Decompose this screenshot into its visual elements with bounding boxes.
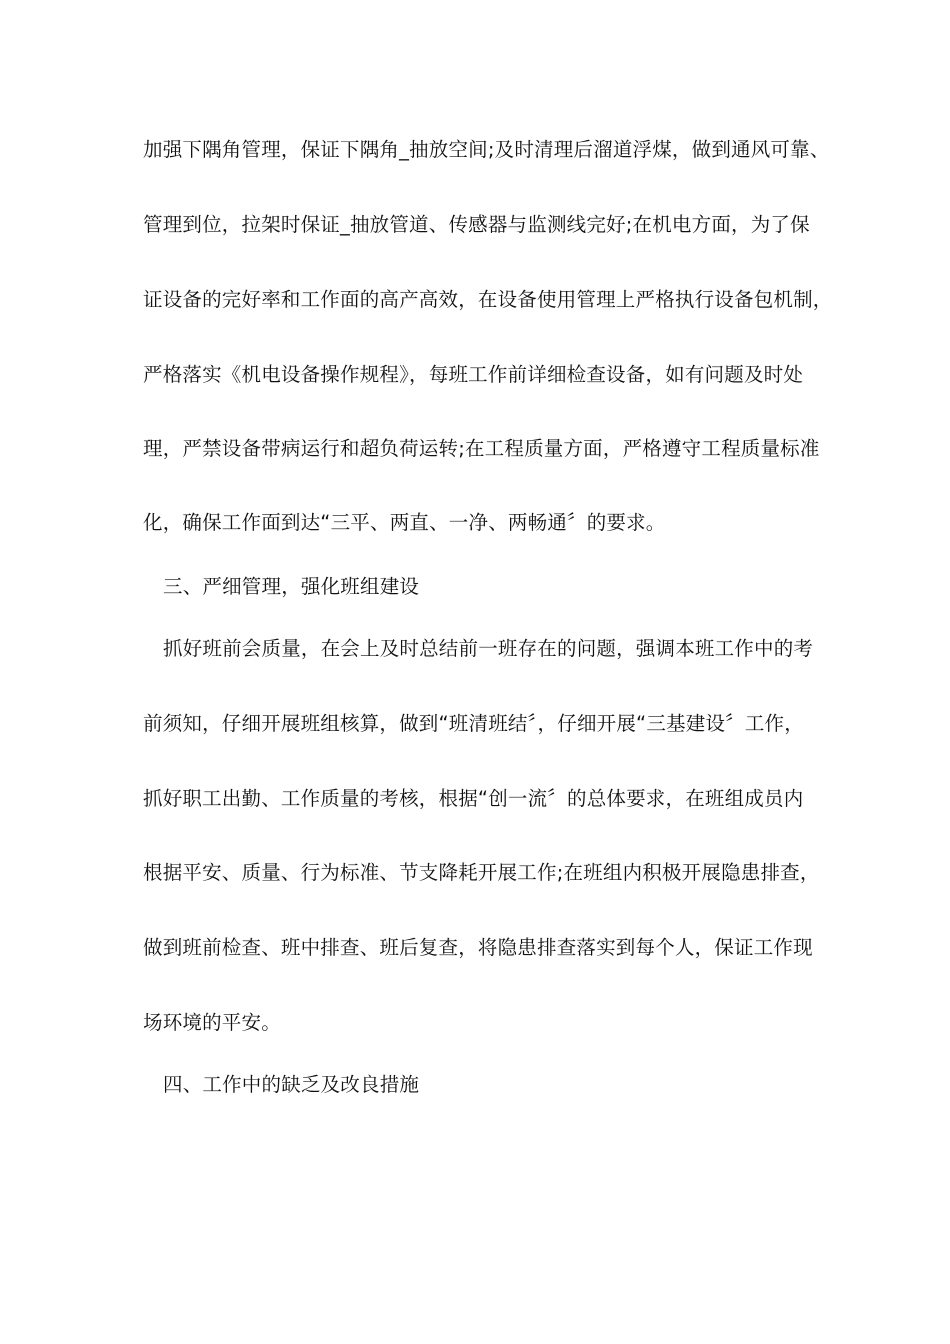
paragraph-line-12: 场环境的平安。 (143, 1011, 281, 1034)
paragraph-line-6: 化，确保工作面到达“三平、两直、一净、两畅通〞的要求。 (143, 511, 666, 534)
section-heading-3: 三、严细管理，强化班组建设 (163, 575, 420, 598)
paragraph-line-11: 做到班前检查、班中排查、班后复查，将隐患排查落实到每个人，保证工作现 (143, 936, 813, 959)
paragraph-line-8: 前须知，仔细开展班组核算，做到“班清班结〞，仔细开展“三基建设〞工作， (143, 712, 804, 735)
paragraph-line-10: 根据平安、质量、行为标准、节支降耗开展工作;在班组内积极开展隐患排查， (143, 861, 820, 884)
section-heading-4: 四、工作中的缺乏及改良措施 (163, 1073, 420, 1096)
paragraph-line-1: 加强下隅角管理，保证下隅角_抽放空间;及时清理后溜道浮煤，做到通风可靠、 (143, 138, 830, 161)
paragraph-line-2: 管理到位，拉架时保证_抽放管道、传感器与监测线完好;在机电方面，为了保 (143, 213, 810, 236)
paragraph-line-9: 抓好职工出勤、工作质量的考核，根据“创一流〞的总体要求，在班组成员内 (143, 787, 804, 810)
paragraph-line-5: 理，严禁设备带病运行和超负荷运转;在工程质量方面，严格遵守工程质量标准 (143, 437, 820, 460)
paragraph-line-7: 抓好班前会质量，在会上及时总结前一班存在的问题，强调本班工作中的考 (163, 637, 814, 660)
paragraph-line-3: 证设备的完好率和工作面的高产高效，在设备使用管理上严格执行设备包机制， (143, 288, 833, 311)
paragraph-line-4: 严格落实《机电设备操作规程》，每班工作前详细检查设备，如有问题及时处 (143, 363, 804, 386)
